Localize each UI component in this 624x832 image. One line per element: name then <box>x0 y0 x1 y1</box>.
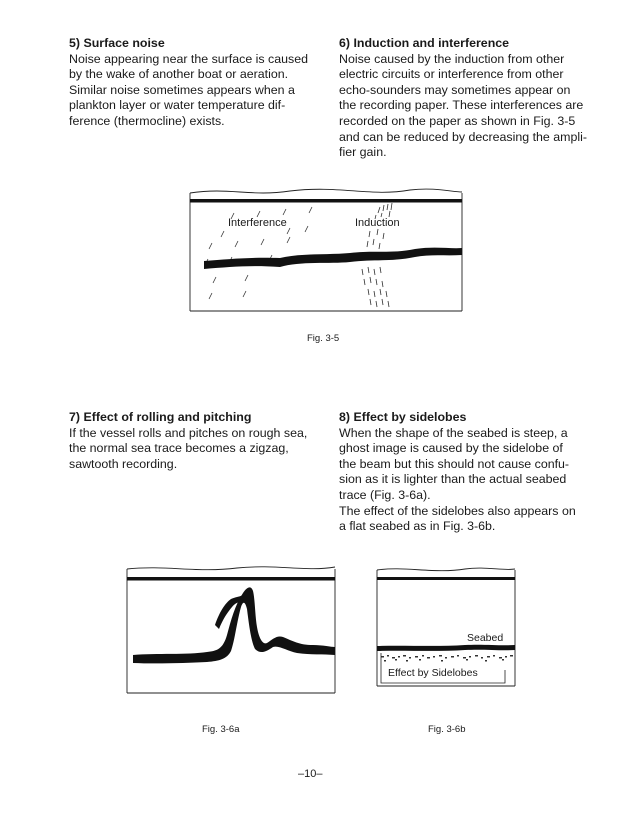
text-line: sawtooth recording. <box>69 456 178 471</box>
text-line: recorded on the paper as shown in Fig. 3-5 <box>339 113 576 128</box>
text-line: The effect of the sidelobes also appears on <box>339 503 576 518</box>
label-seabed: Seabed <box>467 632 504 644</box>
text-line: trace (Fig. 3-6a). <box>339 487 431 502</box>
figure-3-6a <box>127 565 342 695</box>
section-heading: 5) Surface noise <box>69 36 165 50</box>
section-heading: 8) Effect by sidelobes <box>339 410 467 424</box>
text-line: When the shape of the seabed is steep, a <box>339 425 568 440</box>
figure-caption: Fig. 3-6a <box>202 724 240 735</box>
text-line: fier gain. <box>339 145 387 160</box>
text-line: plankton layer or water temperature dif- <box>69 98 286 113</box>
text-line: by the wake of another boat or aeration. <box>69 67 289 82</box>
figure-caption: Fig. 3-6b <box>428 724 466 735</box>
section-heading: 7) Effect of rolling and pitching <box>69 410 252 424</box>
text-line: the normal sea trace becomes a zigzag, <box>69 441 289 456</box>
text-line: echo-sounders may sometimes appear on <box>339 82 571 97</box>
text-line: the recording paper. These interferences are <box>339 98 584 113</box>
text-line: If the vessel rolls and pitches on rough sea, <box>69 425 308 440</box>
section-rolling-pitching <box>69 410 329 472</box>
text-line: Noise appearing near the surface is caused <box>69 51 309 66</box>
section-surface-noise <box>69 36 319 130</box>
section-induction-interference <box>339 36 589 161</box>
section-heading: 6) Induction and interference <box>339 36 510 50</box>
figure-3-5 <box>190 183 470 323</box>
page-number: –10– <box>298 768 323 780</box>
text-line: a flat seabed as in Fig. 3-6b. <box>339 519 496 534</box>
text-line: and can be reduced by decreasing the ampli- <box>339 129 587 144</box>
label-interference: Interference <box>228 217 287 229</box>
text-line: Noise caused by the induction from other <box>339 51 565 66</box>
text-line: the beam but this should not cause confu- <box>339 456 570 471</box>
figure-3-6b <box>375 566 520 691</box>
label-induction: Induction <box>355 217 400 229</box>
text-line: sion as it is lighter than the actual seabed <box>339 472 567 487</box>
section-sidelobes <box>339 410 594 535</box>
text-line: ference (thermocline) exists. <box>69 113 225 128</box>
text-line: Similar noise sometimes appears when a <box>69 82 295 97</box>
label-effect-by-sidelobes: Effect by Sidelobes <box>388 667 478 679</box>
text-line: electric circuits or interference from other <box>339 67 564 82</box>
text-line: ghost image is caused by the sidelobe of <box>339 441 563 456</box>
figure-caption: Fig. 3-5 <box>307 333 340 344</box>
